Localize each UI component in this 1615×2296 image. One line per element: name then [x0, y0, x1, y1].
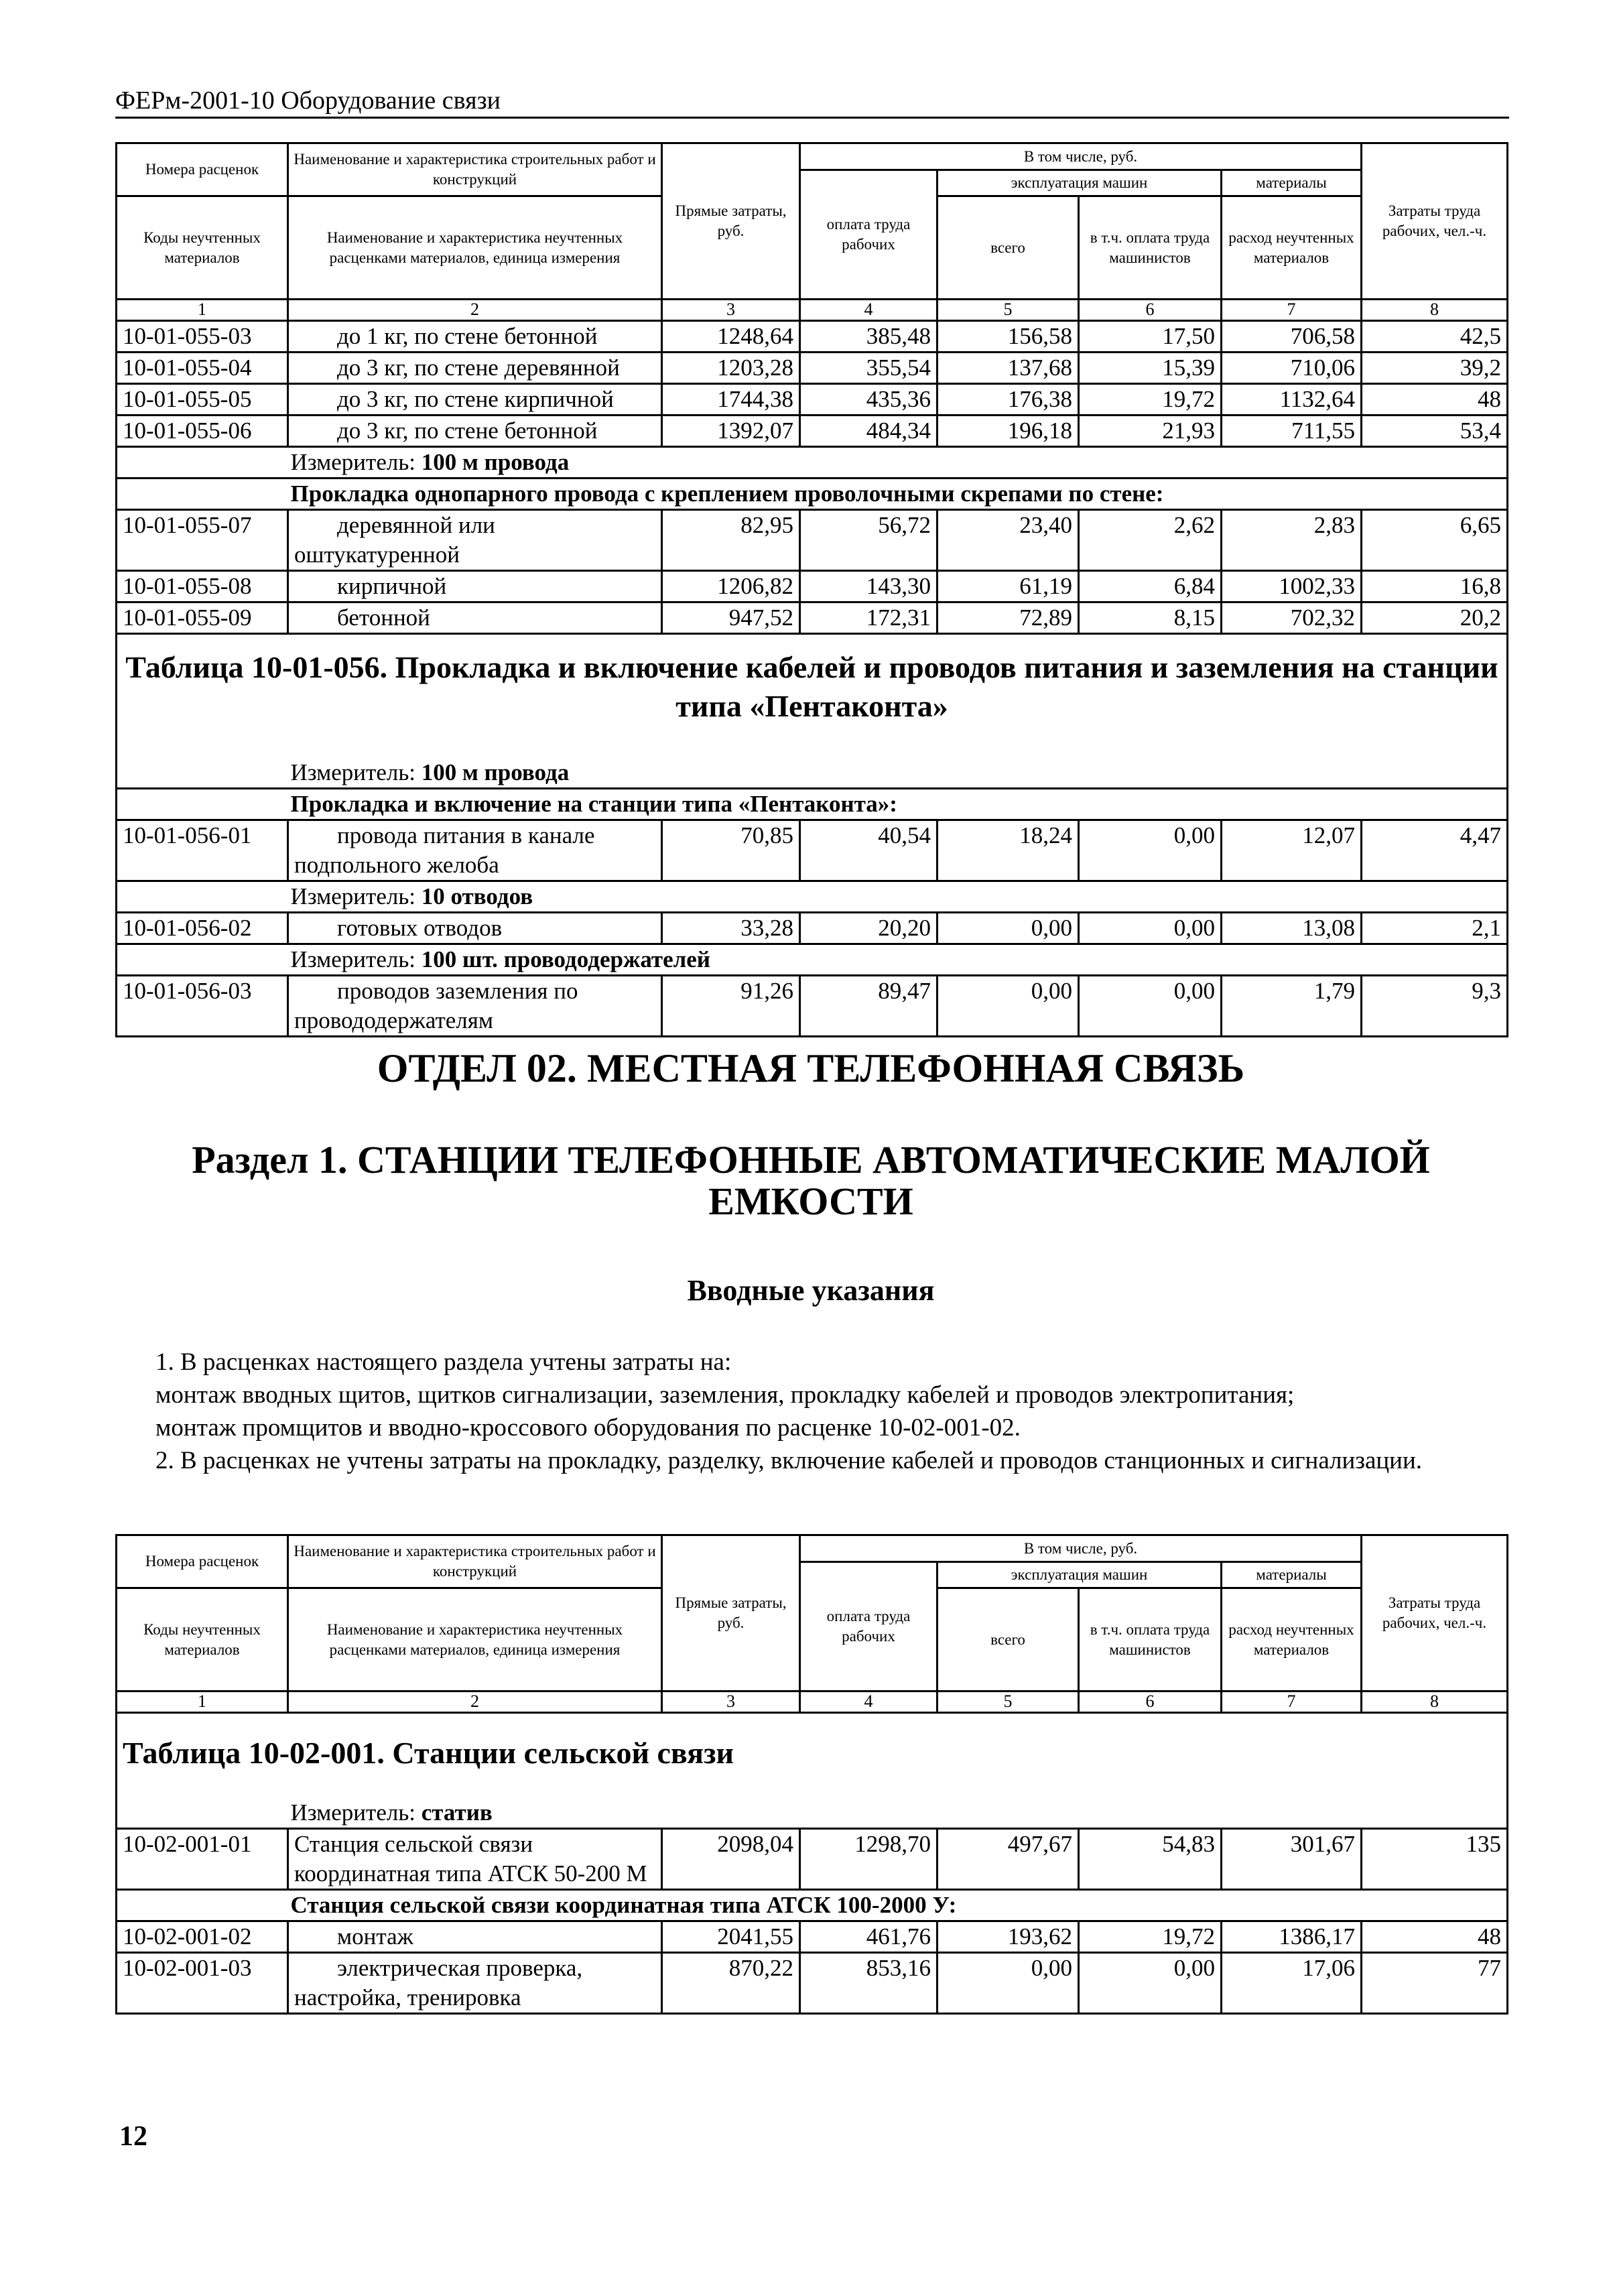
value-cell: 20,2 — [1362, 602, 1508, 634]
value-cell: 355,54 — [800, 353, 938, 384]
rates-table-2 — [115, 1534, 1508, 2015]
value-cell: 1132,64 — [1222, 384, 1362, 416]
value-cell: 176,38 — [938, 384, 1079, 416]
value-cell: 91,26 — [662, 975, 800, 1036]
value-cell: 1206,82 — [662, 571, 800, 602]
intro-text — [115, 1346, 1496, 1477]
value-cell: 497,67 — [938, 1828, 1079, 1889]
value-cell: 17,50 — [1079, 321, 1222, 353]
group-heading-text: Прокладка и включение на станции типа «Пентаконта»: — [290, 790, 897, 817]
value-cell: 156,58 — [938, 321, 1079, 353]
value-cell: 1248,64 — [662, 321, 800, 353]
table-row — [117, 1921, 1508, 1952]
col-header-worker-pay: оплата труда рабочих — [800, 170, 938, 300]
col-header-machines-total: всего — [938, 1588, 1079, 1692]
rate-code: 10-01-055-03 — [117, 321, 288, 353]
value-cell: 61,19 — [938, 571, 1079, 602]
col-number: 1 — [117, 300, 288, 321]
col-header-materials: материалы — [1222, 1562, 1362, 1588]
table-row — [117, 820, 1508, 881]
value-cell: 870,22 — [662, 1952, 800, 2013]
value-cell: 12,07 — [1222, 820, 1362, 881]
subheading-row — [117, 788, 1508, 820]
value-cell: 0,00 — [938, 912, 1079, 944]
measure-label: Измеритель: — [290, 1799, 422, 1826]
value-cell: 16,8 — [1362, 571, 1508, 602]
measure-row — [117, 758, 1508, 789]
value-cell: 1392,07 — [662, 416, 800, 447]
col-number: 8 — [1362, 300, 1508, 321]
measure-unit — [288, 758, 1508, 789]
value-cell: 53,4 — [1362, 416, 1508, 447]
page-number: 12 — [119, 2121, 147, 2152]
measure-row — [117, 944, 1508, 975]
table-row — [117, 353, 1508, 384]
value-cell: 89,47 — [800, 975, 938, 1036]
value-cell: 56,72 — [800, 510, 938, 571]
value-cell: 710,06 — [1222, 353, 1362, 384]
measure-value: 100 шт. провододержателей — [421, 946, 710, 972]
value-cell: 0,00 — [938, 975, 1079, 1036]
value-cell: 15,39 — [1079, 353, 1222, 384]
value-cell: 435,36 — [800, 384, 938, 416]
measure-label: Измеритель: — [290, 759, 422, 785]
value-cell: 0,00 — [1079, 975, 1222, 1036]
col-number: 7 — [1222, 1692, 1362, 1713]
value-cell: 70,85 — [662, 820, 800, 881]
measure-value: 100 м провода — [421, 759, 570, 785]
col-header-direct-costs: Прямые затраты, руб. — [662, 143, 800, 300]
value-cell: 702,32 — [1222, 602, 1362, 634]
value-cell: 33,28 — [662, 912, 800, 944]
intro-paragraph: монтаж промщитов и вводно-кроссового оборудования по расценке 10-02-001-02. — [155, 1414, 1021, 1442]
blank-cell — [117, 1889, 288, 1921]
department-heading: ОТДЕЛ 02. МЕСТНАЯ ТЕЛЕФОННАЯ СВЯЗЬ — [377, 1046, 1245, 1090]
col-header-material-names: Наименование и характеристика неучтенных расценками материалов, единица измерения — [288, 196, 662, 300]
value-cell: 0,00 — [1079, 912, 1222, 944]
col-header-worker-pay: оплата труда рабочих — [800, 1562, 938, 1692]
col-header-work-name: Наименование и характеристика строительных работ и конструкций — [288, 143, 662, 196]
col-header-including: В том числе, руб. — [800, 143, 1362, 170]
col-header-work-name: Наименование и характеристика строительных работ и конструкций — [288, 1535, 662, 1588]
work-name: до 1 кг, по стене бетонной — [288, 321, 662, 353]
value-cell: 947,52 — [662, 602, 800, 634]
value-cell: 39,2 — [1362, 353, 1508, 384]
measure-value: 100 м провода — [421, 449, 570, 475]
col-header-materials: материалы — [1222, 170, 1362, 196]
value-cell: 143,30 — [800, 571, 938, 602]
value-cell: 48 — [1362, 1921, 1508, 1952]
measure-unit — [288, 447, 1508, 479]
table-row — [117, 1828, 1508, 1889]
rate-code: 10-01-055-07 — [117, 510, 288, 571]
col-number: 2 — [288, 300, 662, 321]
value-cell: 77 — [1362, 1952, 1508, 2013]
measure-label: Измеритель: — [290, 946, 422, 972]
work-name: провода питания в канале подпольного желоба — [288, 820, 662, 881]
blank-cell — [117, 788, 288, 820]
table-row — [117, 975, 1508, 1036]
rate-code: 10-01-055-06 — [117, 416, 288, 447]
value-cell: 19,72 — [1079, 1921, 1222, 1952]
table-title: Таблица 10-01-056. Прокладка и включение кабелей и проводов питания и заземления на станции типа «Пентаконта» — [117, 634, 1508, 758]
work-name: бетонной — [288, 602, 662, 634]
col-number: 8 — [1362, 1692, 1508, 1713]
intro-paragraph: монтаж вводных щитов, щитков сигнализации, заземления, прокладку кабелей и проводов электропитания; — [155, 1381, 1295, 1409]
value-cell: 0,00 — [1079, 1952, 1222, 2013]
value-cell: 706,58 — [1222, 321, 1362, 353]
rates-table-1 — [115, 142, 1508, 1037]
group-heading — [288, 788, 1508, 820]
value-cell: 137,68 — [938, 353, 1079, 384]
col-number: 3 — [662, 1692, 800, 1713]
rate-code: 10-02-001-01 — [117, 1828, 288, 1889]
value-cell: 301,67 — [1222, 1828, 1362, 1889]
col-number: 4 — [800, 300, 938, 321]
intro-paragraph: 2. В расценках не учтены затраты на прокладку, разделку, включение кабелей и проводов станционных и сигнализации. — [155, 1447, 1423, 1474]
value-cell: 1002,33 — [1222, 571, 1362, 602]
col-number: 4 — [800, 1692, 938, 1713]
work-name: до 3 кг, по стене бетонной — [288, 416, 662, 447]
measure-value: статив — [421, 1799, 493, 1826]
col-number: 6 — [1079, 300, 1222, 321]
table-row — [117, 602, 1508, 634]
col-header-material-consumption: расход неучтенных материалов — [1222, 196, 1362, 300]
rate-code: 10-01-055-08 — [117, 571, 288, 602]
intro-paragraph: 1. В расценках настоящего раздела учтены затраты на: — [155, 1348, 732, 1376]
value-cell: 2,62 — [1079, 510, 1222, 571]
value-cell: 18,24 — [938, 820, 1079, 881]
value-cell: 82,95 — [662, 510, 800, 571]
col-header-rate-numbers: Номера расценок — [117, 143, 288, 196]
table-row — [117, 912, 1508, 944]
value-cell: 2,1 — [1362, 912, 1508, 944]
value-cell: 9,3 — [1362, 975, 1508, 1036]
col-number: 7 — [1222, 300, 1362, 321]
value-cell: 711,55 — [1222, 416, 1362, 447]
group-heading-text: Прокладка однопарного провода с креплением проволочными скрепами по стене: — [290, 481, 1164, 507]
group-heading — [288, 1889, 1508, 1921]
value-cell: 72,89 — [938, 602, 1079, 634]
value-cell: 6,84 — [1079, 571, 1222, 602]
col-header-labor-hours: Затраты труда рабочих, чел.-ч. — [1362, 1535, 1508, 1692]
value-cell: 17,06 — [1222, 1952, 1362, 2013]
table-row — [117, 321, 1508, 353]
work-name: Станция сельской связи координатная типа АТСК 50-200 М — [288, 1828, 662, 1889]
measure-unit — [288, 1798, 1508, 1829]
value-cell: 48 — [1362, 384, 1508, 416]
value-cell: 42,5 — [1362, 321, 1508, 353]
group-heading — [288, 479, 1508, 510]
work-name: до 3 кг, по стене кирпичной — [288, 384, 662, 416]
rate-code: 10-02-001-02 — [117, 1921, 288, 1952]
value-cell: 54,83 — [1079, 1828, 1222, 1889]
table-row — [117, 416, 1508, 447]
col-number: 3 — [662, 300, 800, 321]
header-rule — [115, 117, 1509, 119]
value-cell: 172,31 — [800, 602, 938, 634]
value-cell: 385,48 — [800, 321, 938, 353]
subheading-row — [117, 1889, 1508, 1921]
col-header-rate-numbers: Номера расценок — [117, 1535, 288, 1588]
blank-cell — [117, 881, 288, 912]
measure-row — [117, 1798, 1508, 1829]
measure-row — [117, 881, 1508, 912]
rate-code: 10-01-056-01 — [117, 820, 288, 881]
blank-cell — [117, 944, 288, 975]
value-cell: 2,83 — [1222, 510, 1362, 571]
blank-cell — [117, 758, 288, 789]
rate-code: 10-01-055-09 — [117, 602, 288, 634]
value-cell: 13,08 — [1222, 912, 1362, 944]
running-head: ФЕРм-2001-10 Оборудование связи — [115, 86, 501, 115]
work-name: монтаж — [288, 1921, 662, 1952]
col-number: 6 — [1079, 1692, 1222, 1713]
value-cell: 21,93 — [1079, 416, 1222, 447]
work-name: кирпичной — [288, 571, 662, 602]
col-number: 2 — [288, 1692, 662, 1713]
measure-unit — [288, 881, 1508, 912]
value-cell: 484,34 — [800, 416, 938, 447]
col-header-operator-pay: в т.ч. оплата труда машинистов — [1079, 196, 1222, 300]
work-name: электрическая проверка, настройка, тренировка — [288, 1952, 662, 2013]
value-cell: 20,20 — [800, 912, 938, 944]
value-cell: 2041,55 — [662, 1921, 800, 1952]
work-name: деревянной или оштукатуренной — [288, 510, 662, 571]
value-cell: 2098,04 — [662, 1828, 800, 1889]
value-cell: 23,40 — [938, 510, 1079, 571]
blank-cell — [117, 1798, 288, 1829]
work-name: проводов заземления по провододержателям — [288, 975, 662, 1036]
col-header-direct-costs: Прямые затраты, руб. — [662, 1535, 800, 1692]
col-number: 5 — [938, 1692, 1079, 1713]
col-header-material-codes: Коды неучтенных материалов — [117, 1588, 288, 1692]
col-header-including: В том числе, руб. — [800, 1535, 1362, 1562]
col-header-machines: эксплуатация машин — [938, 1562, 1222, 1588]
value-cell: 4,47 — [1362, 820, 1508, 881]
rate-code: 10-01-056-02 — [117, 912, 288, 944]
col-number: 1 — [117, 1692, 288, 1713]
blank-cell — [117, 479, 288, 510]
value-cell: 193,62 — [938, 1921, 1079, 1952]
value-cell: 461,76 — [800, 1921, 938, 1952]
value-cell: 19,72 — [1079, 384, 1222, 416]
col-header-operator-pay: в т.ч. оплата труда машинистов — [1079, 1588, 1222, 1692]
table-row — [117, 510, 1508, 571]
measure-value: 10 отводов — [421, 883, 533, 909]
measure-label: Измеритель: — [290, 883, 422, 909]
table-title: Таблица 10-02-001. Станции сельской связи — [117, 1713, 1508, 1798]
intro-title: Вводные указания — [687, 1274, 935, 1307]
measure-label: Измеритель: — [290, 449, 422, 475]
value-cell: 196,18 — [938, 416, 1079, 447]
section-heading: Раздел 1. СТАНЦИИ ТЕЛЕФОННЫЕ АВТОМАТИЧЕСКИЕ МАЛОЙ ЕМКОСТИ — [192, 1138, 1430, 1223]
table-row — [117, 384, 1508, 416]
value-cell: 0,00 — [938, 1952, 1079, 2013]
work-name: готовых отводов — [288, 912, 662, 944]
measure-row — [117, 447, 1508, 479]
table-title-row — [117, 634, 1508, 758]
value-cell: 135 — [1362, 1828, 1508, 1889]
table-row — [117, 571, 1508, 602]
measure-unit — [288, 944, 1508, 975]
value-cell: 1,79 — [1222, 975, 1362, 1036]
col-header-labor-hours: Затраты труда рабочих, чел.-ч. — [1362, 143, 1508, 300]
col-header-machines-total: всего — [938, 196, 1079, 300]
col-header-machines: эксплуатация машин — [938, 170, 1222, 196]
value-cell: 1203,28 — [662, 353, 800, 384]
rate-code: 10-01-055-05 — [117, 384, 288, 416]
value-cell: 6,65 — [1362, 510, 1508, 571]
col-header-material-consumption: расход неучтенных материалов — [1222, 1588, 1362, 1692]
rate-code: 10-01-056-03 — [117, 975, 288, 1036]
col-header-material-names: Наименование и характеристика неучтенных расценками материалов, единица измерения — [288, 1588, 662, 1692]
work-name: до 3 кг, по стене деревянной — [288, 353, 662, 384]
table-row — [117, 1952, 1508, 2013]
subheading-row — [117, 479, 1508, 510]
value-cell: 1298,70 — [800, 1828, 938, 1889]
group-heading-text: Станция сельской связи координатная типа АТСК 100-2000 У: — [290, 1891, 957, 1918]
value-cell: 40,54 — [800, 820, 938, 881]
table-title-row — [117, 1713, 1508, 1798]
blank-cell — [117, 447, 288, 479]
col-header-material-codes: Коды неучтенных материалов — [117, 196, 288, 300]
value-cell: 8,15 — [1079, 602, 1222, 634]
rate-code: 10-02-001-03 — [117, 1952, 288, 2013]
value-cell: 853,16 — [800, 1952, 938, 2013]
value-cell: 1744,38 — [662, 384, 800, 416]
value-cell: 0,00 — [1079, 820, 1222, 881]
col-number: 5 — [938, 300, 1079, 321]
rate-code: 10-01-055-04 — [117, 353, 288, 384]
value-cell: 1386,17 — [1222, 1921, 1362, 1952]
